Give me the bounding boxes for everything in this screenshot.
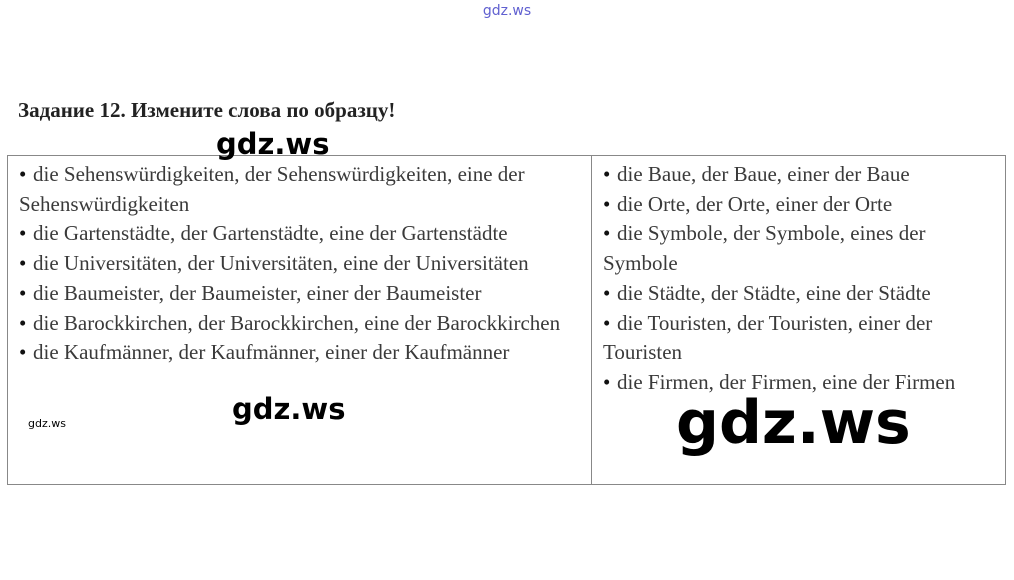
item-text: die Kaufmänner, der Kaufmänner, einer der Kaufmänner xyxy=(33,340,510,365)
bullet-icon: • xyxy=(603,280,611,305)
list-item xyxy=(19,338,581,368)
list-item xyxy=(19,160,581,219)
bullet-icon: • xyxy=(19,251,27,276)
item-text: die Sehenswürdigkeiten, der Sehenswürdigkeiten, eine der Sehenswürdigkeiten xyxy=(19,162,525,216)
watermark-big: gdz.ws xyxy=(676,388,911,458)
watermark-mid-1: gdz.ws xyxy=(216,127,330,161)
bullet-icon: • xyxy=(19,310,27,335)
list-item xyxy=(19,219,581,249)
list-item xyxy=(603,279,995,309)
list-item xyxy=(603,160,995,190)
item-text: die Universitäten, der Universitäten, eine der Universitäten xyxy=(33,251,529,276)
bullet-icon: • xyxy=(603,162,611,186)
item-text: die Gartenstädte, der Gartenstädte, eine der Gartenstädte xyxy=(33,221,508,246)
bullet-icon: • xyxy=(19,162,27,186)
bullet-icon: • xyxy=(603,221,611,246)
item-text: die Firmen, der Firmen, eine der Firmen xyxy=(617,369,956,394)
item-text: die Baue, der Baue, einer der Baue xyxy=(617,162,910,186)
list-item xyxy=(603,309,995,368)
bullet-icon: • xyxy=(19,221,27,246)
bullet-icon: • xyxy=(19,340,27,365)
exercise-heading: Задание 12. Измените слова по образцу! xyxy=(18,98,396,122)
item-text: die Barockkirchen, der Barockkirchen, eine der Barockkirchen xyxy=(33,310,561,335)
bullet-icon: • xyxy=(603,369,611,394)
watermark-top: gdz.ws xyxy=(482,3,532,19)
watermark-mid-2: gdz.ws xyxy=(232,392,346,426)
bullet-icon: • xyxy=(19,280,27,305)
item-text: die Touristen, der Touristen, einer der Touristen xyxy=(603,310,933,365)
list-item xyxy=(19,279,581,309)
item-text: die Städte, der Städte, eine der Städte xyxy=(617,280,931,305)
item-text: die Orte, der Orte, einer der Orte xyxy=(617,191,893,216)
left-column xyxy=(8,156,592,485)
item-text: die Symbole, der Symbole, eines der Symbole xyxy=(603,221,926,276)
bullet-icon: • xyxy=(603,191,611,216)
list-item xyxy=(603,190,995,220)
watermark-small: gdz.ws xyxy=(28,417,66,430)
list-item xyxy=(19,309,581,339)
item-text: die Baumeister, der Baumeister, einer der Baumeister xyxy=(33,280,482,305)
list-item xyxy=(603,219,995,278)
bullet-icon: • xyxy=(603,310,611,335)
list-item xyxy=(19,249,581,279)
